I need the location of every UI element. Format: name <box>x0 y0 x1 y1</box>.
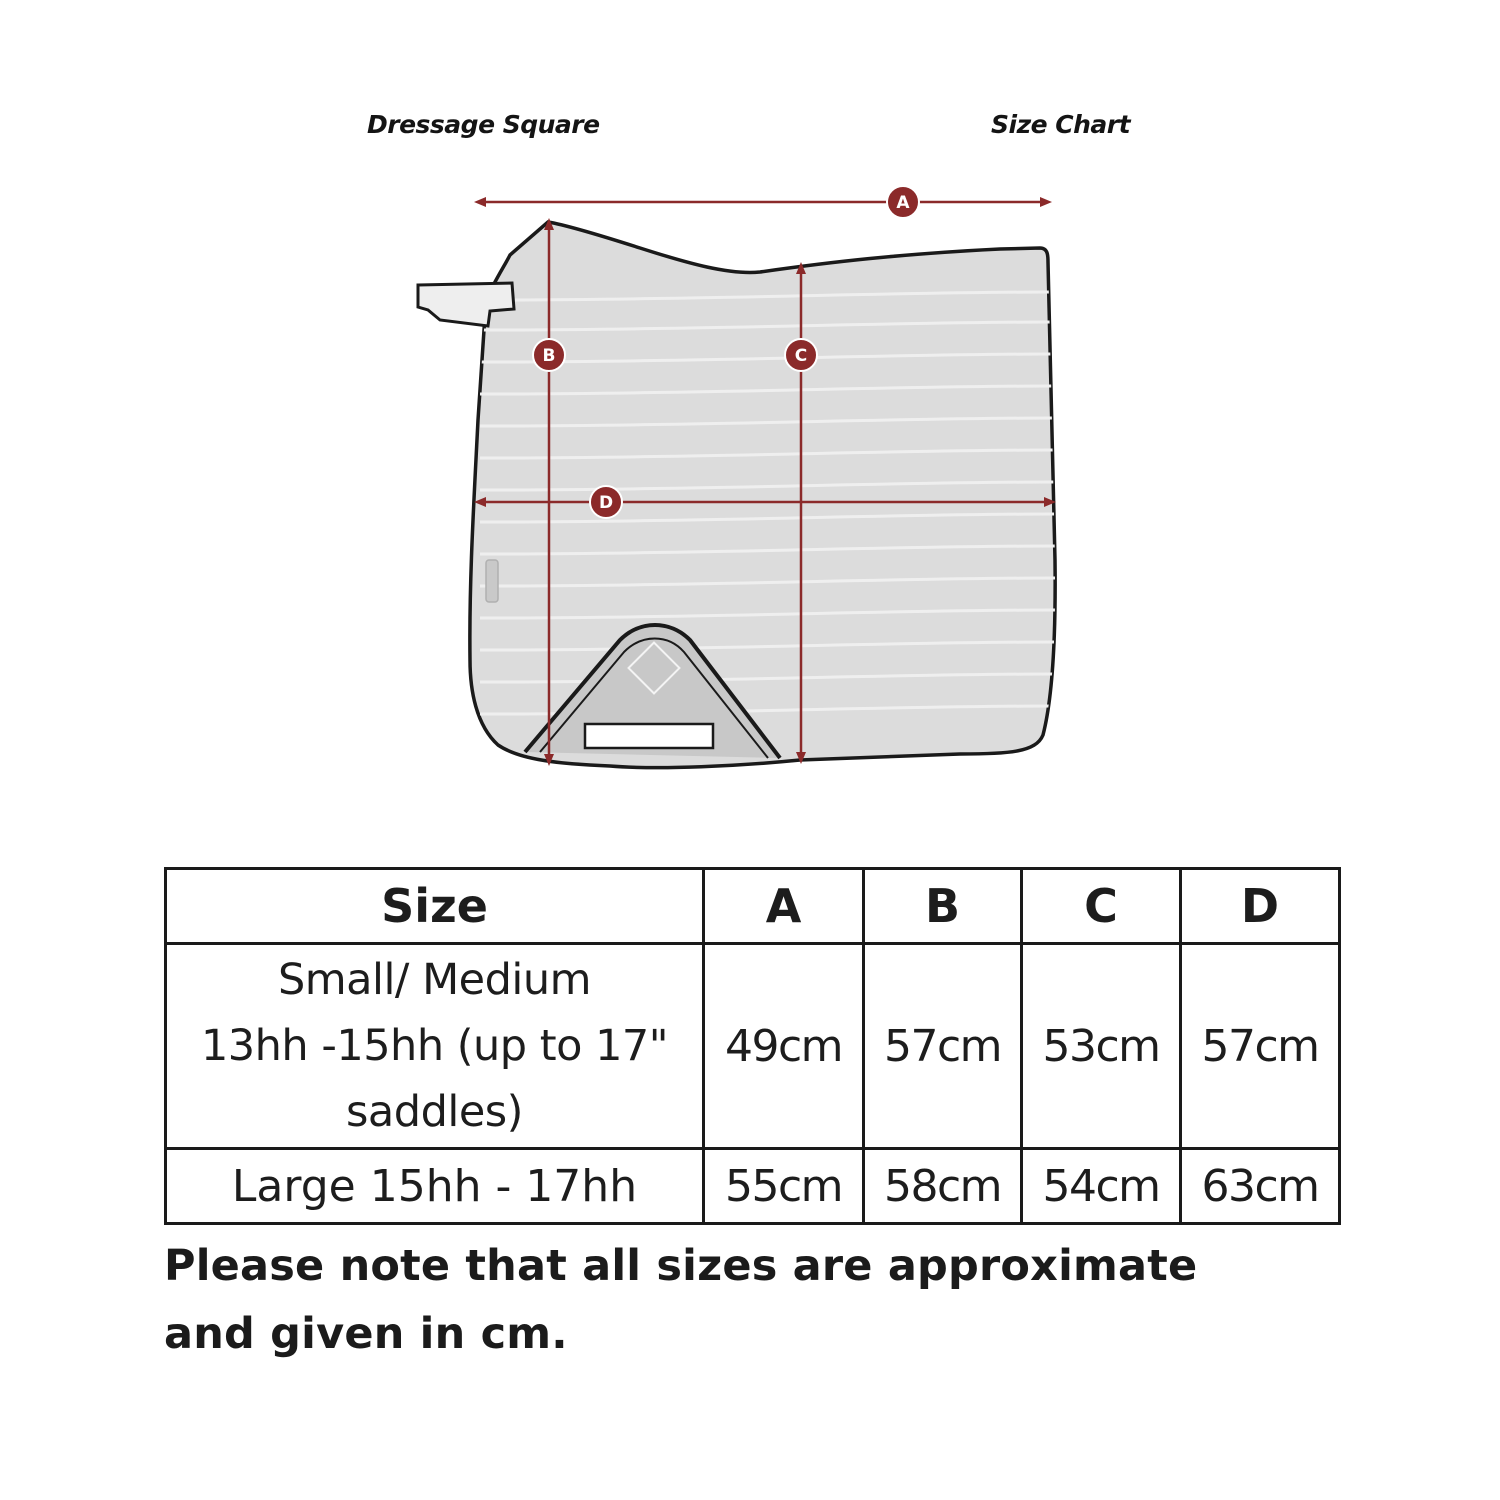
marker-a <box>887 186 919 218</box>
saddle-pad-outline <box>470 222 1055 768</box>
value-c: 53cm <box>1022 944 1181 1149</box>
svg-text:A: A <box>896 193 910 213</box>
side-label-tag <box>486 560 498 602</box>
table-row <box>166 1149 1340 1224</box>
svg-text:B: B <box>542 346 556 366</box>
size-line: saddles) <box>346 1087 523 1137</box>
table-row <box>166 944 1340 1149</box>
value-d: 63cm <box>1181 1149 1340 1224</box>
size-cell: Large 15hh - 17hh <box>166 1149 704 1224</box>
diagram-title: Dressage Square <box>367 110 600 139</box>
value-a: 55cm <box>704 1149 864 1224</box>
value-b: 58cm <box>864 1149 1022 1224</box>
header-a: A <box>704 869 864 944</box>
header-c: C <box>1022 869 1181 944</box>
marker-b <box>533 339 565 371</box>
value-d: 57cm <box>1181 944 1340 1149</box>
marker-c <box>785 339 817 371</box>
sizing-note-line: and given in cm. <box>164 1309 568 1359</box>
saddle-pad-diagram <box>400 175 1080 785</box>
value-a: 49cm <box>704 944 864 1149</box>
size-cell <box>166 944 704 1149</box>
size-line: Small/ Medium <box>277 955 592 1005</box>
svg-text:D: D <box>598 493 614 513</box>
header-d: D <box>1181 869 1340 944</box>
marker-d <box>590 486 622 518</box>
size-line: 13hh -15hh (up to 17" <box>200 1021 669 1071</box>
svg-text:C: C <box>794 346 808 366</box>
value-b: 57cm <box>864 944 1022 1149</box>
table-header-row <box>166 869 1340 944</box>
size-chart-title: Size Chart <box>991 110 1131 139</box>
size-table <box>164 867 1341 1225</box>
header-b: B <box>864 869 1022 944</box>
sizing-note-line: Please note that all sizes are approximate <box>164 1241 1198 1291</box>
value-c: 54cm <box>1022 1149 1181 1224</box>
corner-patch-label <box>585 724 713 748</box>
header-size: Size <box>166 869 704 944</box>
sizing-note <box>164 1232 1364 1368</box>
